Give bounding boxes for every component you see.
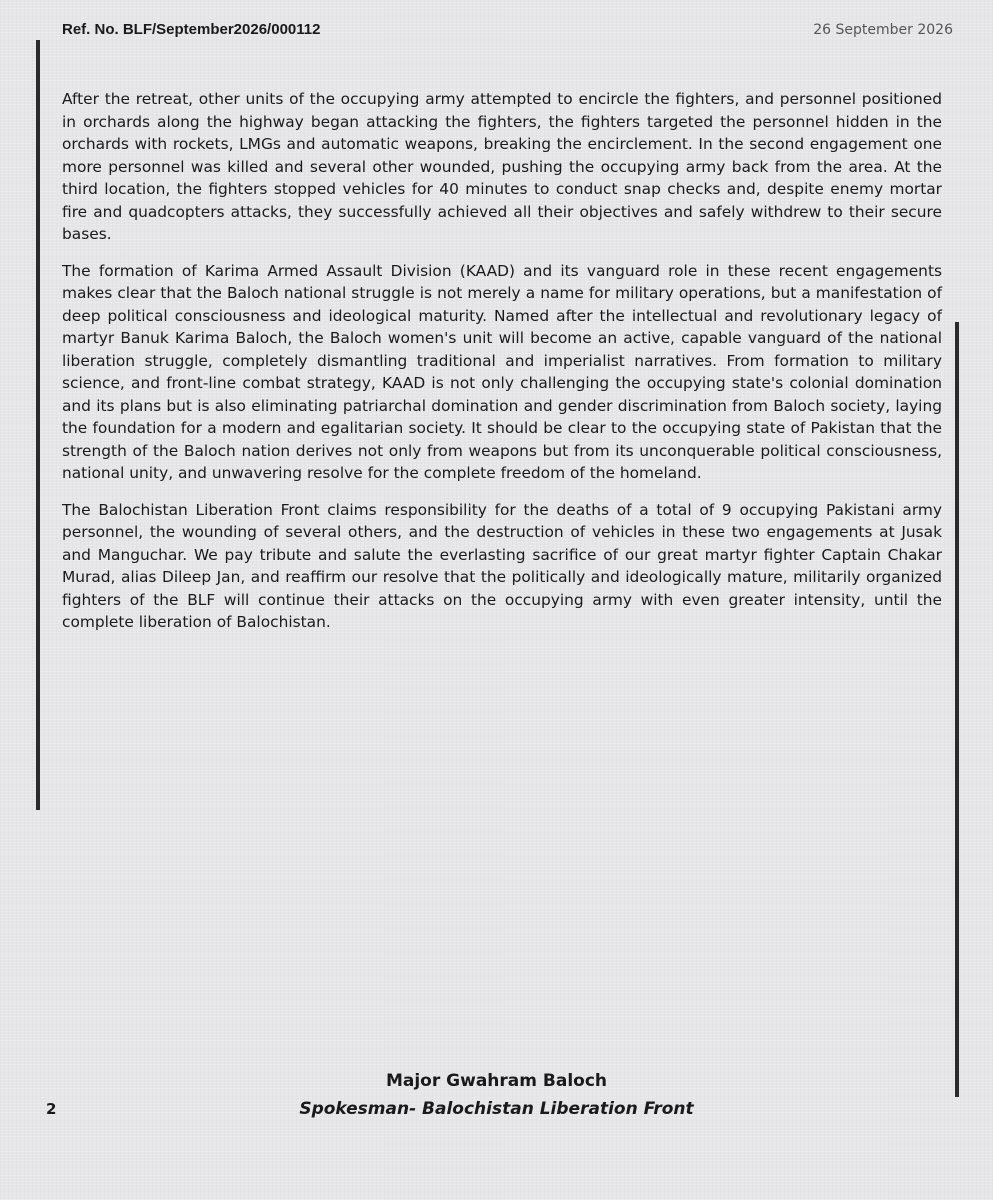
page-number: 2: [46, 1100, 57, 1118]
paragraph-responsibility-claim: The Balochistan Liberation Front claims responsibility for the deaths of a total of 9 occupying Pakistani army personnel, the wounding of several others, and the destruction of vehicles in these two engagements at Jusak and Manguchar. We pay tribute and salute the everlasting sacrifice of our great martyr fighter Captain Chakar Murad, alias Dileep Jan, and reaffirm our resolve that the politically and ideologically mature, militarily organized fighters of the BLF will continue their attacks on the occupying army with even greater intensity, until the complete liberation of Balochistan.: [62, 500, 942, 631]
right-margin-bar: [955, 322, 959, 1097]
signatory-name: Major Gwahram Baloch: [385, 1071, 608, 1091]
document-body: [62, 88, 942, 648]
signatory-title: Spokesman- Balochistan Liberation Front: [299, 1099, 694, 1119]
document-date: 26 September 2026: [813, 22, 953, 38]
reference-number: Ref. No. BLF/September2026/000112: [62, 21, 321, 38]
paragraph-kaad-formation: The formation of Karima Armed Assault Division (KAAD) and its vanguard role in these recent engagements makes clear that the Baloch national struggle is not merely a name for military operations, but a manifestation of deep political consciousness and ideological maturity. Named after the intellectual and revolutionary legacy of martyr Banuk Karima Baloch, the Baloch women's unit will become an active, capable vanguard of the national liberation struggle, completely dismantling traditional and imperialist narratives. From formation to military science, and front-line combat strategy, KAAD is not only challenging the occupying state's colonial domination and its plans but is also eliminating patriarchal domination and gender discrimination from Baloch society, laying the foundation for a modern and egalitarian society. It should be clear to the occupying state of Pakistan that the strength of the Baloch nation derives not only from weapons but from its unconquerable political consciousness, national unity, and unwavering resolve for the complete freedom of the homeland.: [62, 261, 942, 482]
left-margin-bar: [36, 40, 40, 810]
paragraph-retreat-engagement: After the retreat, other units of the occupying army attempted to encircle the fighters, and personnel positioned in orchards along the highway began attacking the fighters, the fighters targeted the personnel hidden in the orchards with rockets, LMGs and automatic weapons, breaking the encirclement. In the second engagement one more personnel was killed and several other wounded, pushing the occupying army back from the area. At the third location, the fighters stopped vehicles for 40 minutes to conduct snap checks and, despite enemy mortar fire and quadcopters attacks, they successfully achieved all their objectives and safely withdrew to their secure bases.: [62, 90, 942, 243]
